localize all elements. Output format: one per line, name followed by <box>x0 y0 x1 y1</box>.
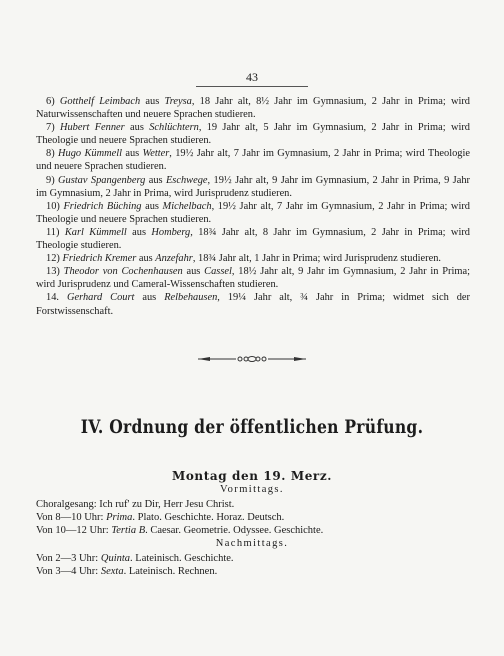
student-entry: 7) Hubert Fenner aus Schlüchtern, 19 Jahr alt, 5 Jahr im Gymnasium, 2 Jahr in Prima; wird Theologie und neuere Sprachen studieren. <box>36 122 470 147</box>
schedule-line: Von 10—12 Uhr: Tertia B. Caesar. Geometrie. Odyssee. Geschichte. <box>36 525 324 536</box>
student-entry: 10) Friedrich Büching aus Michelbach, 19½ Jahr alt, 7 Jahr im Gymnasium, 2 Jahr in Prima; wird Theologie und neuere Sprachen studieren. <box>36 200 470 225</box>
student-list <box>36 95 470 318</box>
student-entry: 14. Gerhard Court aus Relbehausen, 19¼ Jahr alt, ¾ Jahr in Prima; widmet sich der Forstwissenschaft. <box>36 292 471 317</box>
section-heading: IV. Ordnung der öffentlichen Prüfung. <box>80 416 424 438</box>
student-entry: 11) Karl Kümmell aus Homberg, 18¾ Jahr alt, 8 Jahr im Gymnasium, 2 Jahr in Prima; wird Theologie studieren. <box>36 226 470 252</box>
student-entry: 12) Friedrich Kremer aus Anzefahr, 18¾ Jahr alt, 1 Jahr in Prima; wird Jurisprudenz studieren. <box>46 253 442 265</box>
afternoon-label: Nachmittags. <box>215 538 289 549</box>
ornament-divider <box>196 354 308 364</box>
student-entry: 6) Gotthelf Leimbach aus Treysa, 18 Jahr alt, 8½ Jahr im Gymnasium, 2 Jahr in Prima; wird Naturwissenschaften und neuere Sprachen studieren. <box>36 96 470 121</box>
page-number: 43 <box>246 70 258 84</box>
student-entry: 9) Gustav Spangenberg aus Eschwege, 19½ Jahr alt, 9 Jahr im Gymnasium, 2 Jahr in Prima, 9 Jahr im Gymnasium, 2 Jahr in Prima, wird Jurisprudenz studieren. <box>36 174 470 199</box>
student-entry: 8) Hugo Kümmell aus Wetter, 19½ Jahr alt, 7 Jahr im Gymnasium, 2 Jahr in Prima; wird Theologie und neuere Sprachen studieren. <box>36 148 471 173</box>
header-rule <box>196 86 308 87</box>
schedule-line: Von 8—10 Uhr: Prima. Plato. Geschichte. Horaz. Deutsch. <box>36 512 285 523</box>
day-heading: Montag den 19. Merz. <box>171 469 333 483</box>
student-entry: 13) Theodor von Cochenhausen aus Cassel, 18½ Jahr alt, 9 Jahr im Gymnasium, 2 Jahr in Prima; wird Jurisprudenz und Cameral-Wissenschaften studieren. <box>36 266 470 291</box>
morning-label: Vormittags. <box>220 484 284 495</box>
choral-line: Choralgesang: Ich ruf' zu Dir, Herr Jesu Christ. <box>36 499 235 510</box>
schedule-line: Von 2—3 Uhr: Quinta. Lateinisch. Geschichte. <box>36 553 234 564</box>
schedule-line: Von 3—4 Uhr: Sexta. Lateinisch. Rechnen. <box>36 566 218 577</box>
